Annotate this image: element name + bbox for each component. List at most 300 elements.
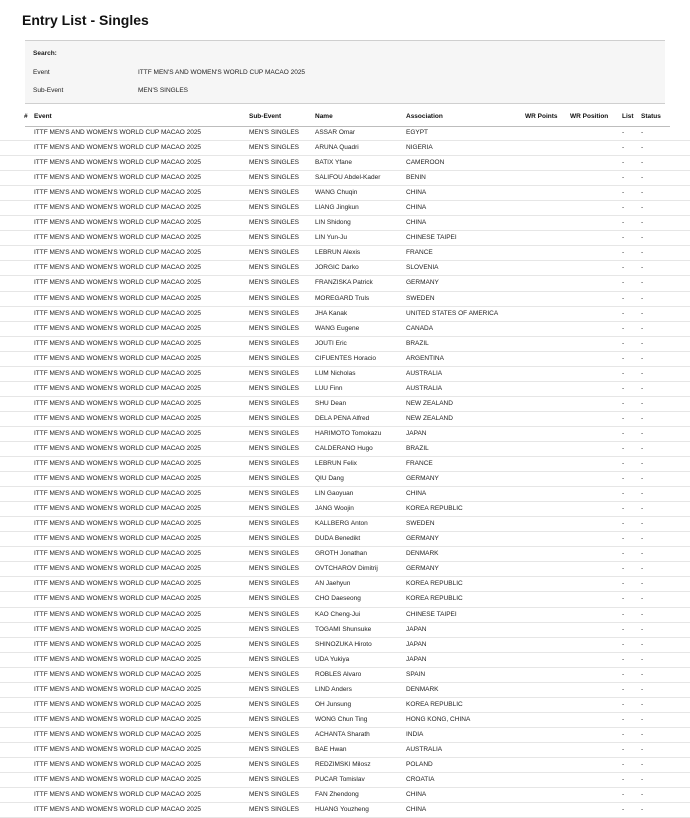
cell-association: AUSTRALIA bbox=[406, 745, 443, 753]
cell-event: ITTF MEN'S AND WOMEN'S WORLD CUP MACAO 2025 bbox=[34, 460, 202, 468]
cell-list: - bbox=[622, 625, 625, 633]
col-sub-event[interactable]: Sub-Event bbox=[249, 113, 282, 120]
table-row[interactable] bbox=[0, 292, 690, 307]
cell-sub-event: MEN'S SINGLES bbox=[249, 610, 300, 618]
table-row[interactable] bbox=[0, 337, 690, 352]
table-row[interactable] bbox=[0, 322, 690, 337]
cell-event: ITTF MEN'S AND WOMEN'S WORLD CUP MACAO 2025 bbox=[34, 204, 202, 212]
cell-status: - bbox=[641, 204, 644, 212]
cell-association: NEW ZEALAND bbox=[406, 399, 453, 407]
cell-association: FRANCE bbox=[406, 249, 433, 257]
cell-list: - bbox=[622, 339, 625, 347]
cell-sub-event: MEN'S SINGLES bbox=[249, 429, 300, 437]
table-row[interactable] bbox=[0, 683, 690, 698]
cell-association: KOREA REPUBLIC bbox=[406, 505, 463, 513]
table-row[interactable] bbox=[0, 668, 690, 683]
table-row[interactable] bbox=[0, 472, 690, 487]
cell-name: LIANG Jingkun bbox=[315, 204, 359, 212]
cell-name: FRANZISKA Patrick bbox=[315, 279, 373, 287]
cell-sub-event: MEN'S SINGLES bbox=[249, 776, 300, 784]
cell-association: INDIA bbox=[406, 730, 424, 738]
cell-sub-event: MEN'S SINGLES bbox=[249, 505, 300, 513]
cell-list: - bbox=[622, 760, 625, 768]
cell-name: WANG Eugene bbox=[315, 324, 360, 332]
cell-status: - bbox=[641, 429, 644, 437]
cell-list: - bbox=[622, 204, 625, 212]
cell-sub-event: MEN'S SINGLES bbox=[249, 339, 300, 347]
cell-list: - bbox=[622, 550, 625, 558]
cell-sub-event: MEN'S SINGLES bbox=[249, 535, 300, 543]
cell-status: - bbox=[641, 279, 644, 287]
cell-event: ITTF MEN'S AND WOMEN'S WORLD CUP MACAO 2025 bbox=[34, 595, 202, 603]
cell-name: GROTH Jonathan bbox=[315, 550, 368, 558]
cell-event: ITTF MEN'S AND WOMEN'S WORLD CUP MACAO 2025 bbox=[34, 324, 202, 332]
table-row[interactable] bbox=[0, 171, 690, 186]
cell-event: ITTF MEN'S AND WOMEN'S WORLD CUP MACAO 2025 bbox=[34, 339, 202, 347]
table-row[interactable] bbox=[0, 502, 690, 517]
cell-event: ITTF MEN'S AND WOMEN'S WORLD CUP MACAO 2025 bbox=[34, 384, 202, 392]
cell-event: ITTF MEN'S AND WOMEN'S WORLD CUP MACAO 2025 bbox=[34, 715, 202, 723]
cell-status: - bbox=[641, 354, 644, 362]
cell-association: KOREA REPUBLIC bbox=[406, 595, 463, 603]
cell-name: WANG Chuqin bbox=[315, 189, 358, 197]
cell-list: - bbox=[622, 655, 625, 663]
cell-list: - bbox=[622, 294, 625, 302]
cell-sub-event: MEN'S SINGLES bbox=[249, 189, 300, 197]
cell-event: ITTF MEN'S AND WOMEN'S WORLD CUP MACAO 2025 bbox=[34, 264, 202, 272]
cell-name: SHU Dean bbox=[315, 399, 347, 407]
cell-status: - bbox=[641, 595, 644, 603]
cell-sub-event: MEN'S SINGLES bbox=[249, 550, 300, 558]
table-row[interactable] bbox=[0, 367, 690, 382]
table-row[interactable] bbox=[0, 623, 690, 638]
cell-association: CHINA bbox=[406, 490, 427, 498]
cell-list: - bbox=[622, 640, 625, 648]
table-row[interactable] bbox=[0, 758, 690, 773]
cell-sub-event: MEN'S SINGLES bbox=[249, 580, 300, 588]
cell-status: - bbox=[641, 806, 644, 814]
cell-association: NIGERIA bbox=[406, 144, 433, 152]
cell-name: LEBRUN Felix bbox=[315, 460, 357, 468]
table-row[interactable] bbox=[0, 562, 690, 577]
cell-association: BRAZIL bbox=[406, 444, 429, 452]
cell-sub-event: MEN'S SINGLES bbox=[249, 324, 300, 332]
cell-event: ITTF MEN'S AND WOMEN'S WORLD CUP MACAO 2025 bbox=[34, 670, 202, 678]
table-row[interactable] bbox=[0, 307, 690, 322]
table-row[interactable] bbox=[0, 186, 690, 201]
cell-association: SWEDEN bbox=[406, 294, 435, 302]
cell-status: - bbox=[641, 520, 644, 528]
table-row[interactable] bbox=[0, 352, 690, 367]
table-row[interactable] bbox=[0, 653, 690, 668]
cell-name: BAE Hwan bbox=[315, 745, 347, 753]
cell-list: - bbox=[622, 414, 625, 422]
cell-association: SWEDEN bbox=[406, 520, 435, 528]
cell-status: - bbox=[641, 460, 644, 468]
cell-status: - bbox=[641, 610, 644, 618]
table-row[interactable] bbox=[0, 592, 690, 607]
cell-association: CHINA bbox=[406, 219, 427, 227]
table-row[interactable] bbox=[0, 216, 690, 231]
table-row[interactable] bbox=[0, 788, 690, 803]
cell-status: - bbox=[641, 475, 644, 483]
col-hash[interactable]: # bbox=[24, 113, 28, 120]
cell-sub-event: MEN'S SINGLES bbox=[249, 444, 300, 452]
cell-event: ITTF MEN'S AND WOMEN'S WORLD CUP MACAO 2025 bbox=[34, 580, 202, 588]
table-row[interactable] bbox=[0, 698, 690, 713]
cell-sub-event: MEN'S SINGLES bbox=[249, 309, 300, 317]
cell-list: - bbox=[622, 234, 625, 242]
cell-list: - bbox=[622, 475, 625, 483]
cell-association: CHINA bbox=[406, 189, 427, 197]
cell-name: CIFUENTES Horacio bbox=[315, 354, 377, 362]
cell-sub-event: MEN'S SINGLES bbox=[249, 279, 300, 287]
cell-association: JAPAN bbox=[406, 429, 427, 437]
cell-event: ITTF MEN'S AND WOMEN'S WORLD CUP MACAO 2025 bbox=[34, 745, 202, 753]
cell-association: FRANCE bbox=[406, 460, 433, 468]
col-wr-points[interactable]: WR Points bbox=[525, 113, 558, 120]
cell-name: UDA Yukiya bbox=[315, 655, 350, 663]
table-row[interactable] bbox=[0, 412, 690, 427]
table-row[interactable] bbox=[0, 773, 690, 788]
cell-sub-event: MEN'S SINGLES bbox=[249, 264, 300, 272]
cell-event: ITTF MEN'S AND WOMEN'S WORLD CUP MACAO 2025 bbox=[34, 520, 202, 528]
cell-event: ITTF MEN'S AND WOMEN'S WORLD CUP MACAO 2025 bbox=[34, 655, 202, 663]
cell-association: DENMARK bbox=[406, 550, 439, 558]
cell-status: - bbox=[641, 505, 644, 513]
cell-sub-event: MEN'S SINGLES bbox=[249, 414, 300, 422]
cell-list: - bbox=[622, 249, 625, 257]
cell-sub-event: MEN'S SINGLES bbox=[249, 640, 300, 648]
col-status[interactable]: Status bbox=[641, 113, 661, 120]
cell-event: ITTF MEN'S AND WOMEN'S WORLD CUP MACAO 2025 bbox=[34, 791, 202, 799]
table-row[interactable] bbox=[0, 487, 690, 502]
col-event[interactable]: Event bbox=[34, 113, 52, 120]
cell-status: - bbox=[641, 399, 644, 407]
cell-name: QIU Dang bbox=[315, 475, 344, 483]
cell-name: HARIMOTO Tomokazu bbox=[315, 429, 382, 437]
cell-event: ITTF MEN'S AND WOMEN'S WORLD CUP MACAO 2025 bbox=[34, 490, 202, 498]
cell-sub-event: MEN'S SINGLES bbox=[249, 806, 300, 814]
cell-name: KAO Cheng-Jui bbox=[315, 610, 361, 618]
cell-sub-event: MEN'S SINGLES bbox=[249, 625, 300, 633]
cell-association: BRAZIL bbox=[406, 339, 429, 347]
cell-sub-event: MEN'S SINGLES bbox=[249, 354, 300, 362]
table-row[interactable] bbox=[0, 141, 690, 156]
table-header bbox=[0, 113, 690, 125]
cell-sub-event: MEN'S SINGLES bbox=[249, 655, 300, 663]
cell-association: CHINESE TAIPEI bbox=[406, 234, 457, 242]
cell-status: - bbox=[641, 700, 644, 708]
cell-event: ITTF MEN'S AND WOMEN'S WORLD CUP MACAO 2025 bbox=[34, 640, 202, 648]
cell-list: - bbox=[622, 730, 625, 738]
cell-status: - bbox=[641, 234, 644, 242]
cell-list: - bbox=[622, 144, 625, 152]
cell-sub-event: MEN'S SINGLES bbox=[249, 174, 300, 182]
col-list[interactable]: List bbox=[622, 113, 634, 120]
cell-name: LUM Nicholas bbox=[315, 369, 356, 377]
cell-name: LIN Yun-Ju bbox=[315, 234, 348, 242]
cell-status: - bbox=[641, 670, 644, 678]
cell-status: - bbox=[641, 129, 644, 136]
cell-event: ITTF MEN'S AND WOMEN'S WORLD CUP MACAO 2025 bbox=[34, 129, 202, 136]
cell-association: GERMANY bbox=[406, 279, 439, 287]
table-row[interactable] bbox=[0, 126, 690, 141]
cell-list: - bbox=[622, 384, 625, 392]
cell-event: ITTF MEN'S AND WOMEN'S WORLD CUP MACAO 2025 bbox=[34, 189, 202, 197]
cell-list: - bbox=[622, 700, 625, 708]
cell-name: BATIX Yfane bbox=[315, 159, 352, 167]
cell-list: - bbox=[622, 595, 625, 603]
cell-association: AUSTRALIA bbox=[406, 384, 443, 392]
table-row[interactable] bbox=[0, 803, 690, 818]
cell-sub-event: MEN'S SINGLES bbox=[249, 745, 300, 753]
table-row[interactable] bbox=[0, 713, 690, 728]
cell-event: ITTF MEN'S AND WOMEN'S WORLD CUP MACAO 2025 bbox=[34, 294, 202, 302]
cell-name: WONG Chun Ting bbox=[315, 715, 368, 723]
cell-name: PUCAR Tomislav bbox=[315, 776, 365, 784]
cell-status: - bbox=[641, 490, 644, 498]
cell-list: - bbox=[622, 219, 625, 227]
cell-status: - bbox=[641, 535, 644, 543]
cell-sub-event: MEN'S SINGLES bbox=[249, 490, 300, 498]
cell-list: - bbox=[622, 354, 625, 362]
cell-name: CHO Daeseong bbox=[315, 595, 361, 603]
table-row[interactable] bbox=[0, 457, 690, 472]
cell-status: - bbox=[641, 144, 644, 152]
cell-list: - bbox=[622, 429, 625, 437]
cell-name: JHA Kanak bbox=[315, 309, 348, 317]
cell-association: NEW ZEALAND bbox=[406, 414, 453, 422]
cell-sub-event: MEN'S SINGLES bbox=[249, 129, 300, 136]
col-name[interactable]: Name bbox=[315, 113, 333, 120]
cell-name: LUU Finn bbox=[315, 384, 343, 392]
cell-status: - bbox=[641, 655, 644, 663]
table-row[interactable] bbox=[0, 517, 690, 532]
table-row[interactable] bbox=[0, 382, 690, 397]
cell-status: - bbox=[641, 444, 644, 452]
event-filter-label: Event bbox=[33, 69, 50, 76]
table-row[interactable] bbox=[0, 397, 690, 412]
table-row[interactable] bbox=[0, 442, 690, 457]
cell-association: HONG KONG, CHINA bbox=[406, 715, 471, 723]
cell-name: OVTCHAROV Dimitrij bbox=[315, 565, 378, 573]
cell-event: ITTF MEN'S AND WOMEN'S WORLD CUP MACAO 2025 bbox=[34, 550, 202, 558]
table-row[interactable] bbox=[0, 261, 690, 276]
cell-sub-event: MEN'S SINGLES bbox=[249, 565, 300, 573]
cell-event: ITTF MEN'S AND WOMEN'S WORLD CUP MACAO 2025 bbox=[34, 429, 202, 437]
cell-event: ITTF MEN'S AND WOMEN'S WORLD CUP MACAO 2025 bbox=[34, 685, 202, 693]
cell-status: - bbox=[641, 384, 644, 392]
cell-status: - bbox=[641, 715, 644, 723]
cell-association: KOREA REPUBLIC bbox=[406, 580, 463, 588]
cell-association: CANADA bbox=[406, 324, 434, 332]
cell-name: DELA PENA Alfred bbox=[315, 414, 370, 422]
cell-status: - bbox=[641, 294, 644, 302]
cell-name: SHINOZUKA Hiroto bbox=[315, 640, 372, 648]
cell-association: GERMANY bbox=[406, 475, 439, 483]
cell-list: - bbox=[622, 685, 625, 693]
cell-event: ITTF MEN'S AND WOMEN'S WORLD CUP MACAO 2025 bbox=[34, 174, 202, 182]
cell-list: - bbox=[622, 535, 625, 543]
entry-table-body bbox=[0, 126, 690, 818]
cell-status: - bbox=[641, 625, 644, 633]
table-row[interactable] bbox=[0, 231, 690, 246]
cell-name: FAN Zhendong bbox=[315, 791, 359, 799]
cell-association: CROATIA bbox=[406, 776, 435, 784]
table-row[interactable] bbox=[0, 427, 690, 442]
table-row[interactable] bbox=[0, 276, 690, 291]
cell-list: - bbox=[622, 580, 625, 588]
cell-name: REDZIMSKI Milosz bbox=[315, 760, 371, 768]
cell-status: - bbox=[641, 685, 644, 693]
cell-list: - bbox=[622, 369, 625, 377]
cell-list: - bbox=[622, 745, 625, 753]
cell-association: JAPAN bbox=[406, 640, 427, 648]
cell-event: ITTF MEN'S AND WOMEN'S WORLD CUP MACAO 2025 bbox=[34, 234, 202, 242]
cell-sub-event: MEN'S SINGLES bbox=[249, 670, 300, 678]
cell-event: ITTF MEN'S AND WOMEN'S WORLD CUP MACAO 2025 bbox=[34, 219, 202, 227]
cell-status: - bbox=[641, 414, 644, 422]
cell-event: ITTF MEN'S AND WOMEN'S WORLD CUP MACAO 2025 bbox=[34, 475, 202, 483]
cell-sub-event: MEN'S SINGLES bbox=[249, 204, 300, 212]
table-row[interactable] bbox=[0, 246, 690, 261]
cell-sub-event: MEN'S SINGLES bbox=[249, 760, 300, 768]
cell-list: - bbox=[622, 806, 625, 814]
cell-list: - bbox=[622, 565, 625, 573]
cell-sub-event: MEN'S SINGLES bbox=[249, 384, 300, 392]
cell-association: DENMARK bbox=[406, 685, 439, 693]
cell-status: - bbox=[641, 264, 644, 272]
cell-name: CALDERANO Hugo bbox=[315, 444, 373, 452]
cell-status: - bbox=[641, 791, 644, 799]
cell-event: ITTF MEN'S AND WOMEN'S WORLD CUP MACAO 2025 bbox=[34, 249, 202, 257]
cell-event: ITTF MEN'S AND WOMEN'S WORLD CUP MACAO 2025 bbox=[34, 309, 202, 317]
cell-sub-event: MEN'S SINGLES bbox=[249, 475, 300, 483]
col-association[interactable]: Association bbox=[406, 113, 443, 120]
cell-list: - bbox=[622, 791, 625, 799]
cell-association: SPAIN bbox=[406, 670, 426, 678]
cell-list: - bbox=[622, 189, 625, 197]
cell-list: - bbox=[622, 670, 625, 678]
cell-event: ITTF MEN'S AND WOMEN'S WORLD CUP MACAO 2025 bbox=[34, 806, 202, 814]
cell-list: - bbox=[622, 610, 625, 618]
cell-status: - bbox=[641, 324, 644, 332]
cell-name: JORGIC Darko bbox=[315, 264, 359, 272]
cell-event: ITTF MEN'S AND WOMEN'S WORLD CUP MACAO 2025 bbox=[34, 535, 202, 543]
cell-event: ITTF MEN'S AND WOMEN'S WORLD CUP MACAO 2025 bbox=[34, 505, 202, 513]
cell-event: ITTF MEN'S AND WOMEN'S WORLD CUP MACAO 2025 bbox=[34, 610, 202, 618]
table-row[interactable] bbox=[0, 547, 690, 562]
cell-event: ITTF MEN'S AND WOMEN'S WORLD CUP MACAO 2025 bbox=[34, 700, 202, 708]
cell-association: KOREA REPUBLIC bbox=[406, 700, 463, 708]
cell-status: - bbox=[641, 730, 644, 738]
cell-list: - bbox=[622, 159, 625, 167]
cell-sub-event: MEN'S SINGLES bbox=[249, 294, 300, 302]
cell-association: CHINESE TAIPEI bbox=[406, 610, 457, 618]
cell-name: SALIFOU Abdel-Kader bbox=[315, 174, 381, 182]
table-row[interactable] bbox=[0, 156, 690, 171]
cell-status: - bbox=[641, 249, 644, 257]
cell-name: DUDA Benedikt bbox=[315, 535, 361, 543]
cell-event: ITTF MEN'S AND WOMEN'S WORLD CUP MACAO 2025 bbox=[34, 399, 202, 407]
subevent-filter-value[interactable]: MEN'S SINGLES bbox=[138, 87, 189, 94]
cell-name: LIND Anders bbox=[315, 685, 352, 693]
cell-status: - bbox=[641, 640, 644, 648]
cell-association: BENIN bbox=[406, 174, 426, 182]
cell-sub-event: MEN'S SINGLES bbox=[249, 144, 300, 152]
cell-name: MOREGARD Truls bbox=[315, 294, 370, 302]
cell-status: - bbox=[641, 760, 644, 768]
cell-list: - bbox=[622, 520, 625, 528]
cell-list: - bbox=[622, 505, 625, 513]
cell-sub-event: MEN'S SINGLES bbox=[249, 219, 300, 227]
cell-list: - bbox=[622, 324, 625, 332]
cell-name: TOGAMI Shunsuke bbox=[315, 625, 372, 633]
cell-name: ARUNA Quadri bbox=[315, 144, 359, 152]
cell-association: GERMANY bbox=[406, 535, 439, 543]
cell-status: - bbox=[641, 339, 644, 347]
subevent-filter-label: Sub-Event bbox=[33, 87, 64, 94]
table-row[interactable] bbox=[0, 577, 690, 592]
table-row[interactable] bbox=[0, 201, 690, 216]
table-row[interactable] bbox=[0, 608, 690, 623]
cell-name: JANG Woojin bbox=[315, 505, 354, 513]
cell-status: - bbox=[641, 189, 644, 197]
event-filter-value[interactable]: ITTF MEN'S AND WOMEN'S WORLD CUP MACAO 2025 bbox=[138, 69, 306, 76]
page-title: Entry List - Singles bbox=[22, 12, 149, 28]
cell-sub-event: MEN'S SINGLES bbox=[249, 399, 300, 407]
cell-list: - bbox=[622, 279, 625, 287]
cell-sub-event: MEN'S SINGLES bbox=[249, 369, 300, 377]
cell-association: CHINA bbox=[406, 791, 427, 799]
cell-status: - bbox=[641, 745, 644, 753]
cell-list: - bbox=[622, 174, 625, 182]
cell-event: ITTF MEN'S AND WOMEN'S WORLD CUP MACAO 2025 bbox=[34, 760, 202, 768]
cell-association: SLOVENIA bbox=[406, 264, 439, 272]
cell-status: - bbox=[641, 550, 644, 558]
cell-status: - bbox=[641, 309, 644, 317]
table-row[interactable] bbox=[0, 743, 690, 758]
cell-name: LEBRUN Alexis bbox=[315, 249, 361, 257]
cell-event: ITTF MEN'S AND WOMEN'S WORLD CUP MACAO 2025 bbox=[34, 354, 202, 362]
cell-sub-event: MEN'S SINGLES bbox=[249, 700, 300, 708]
cell-list: - bbox=[622, 776, 625, 784]
cell-association: GERMANY bbox=[406, 565, 439, 573]
search-heading: Search: bbox=[33, 50, 57, 57]
cell-name: KALLBERG Anton bbox=[315, 520, 368, 528]
col-wr-position[interactable]: WR Position bbox=[570, 113, 609, 120]
cell-association: JAPAN bbox=[406, 655, 427, 663]
cell-name: LIN Shidong bbox=[315, 219, 351, 227]
table-row[interactable] bbox=[0, 638, 690, 653]
cell-list: - bbox=[622, 309, 625, 317]
cell-status: - bbox=[641, 174, 644, 182]
cell-list: - bbox=[622, 399, 625, 407]
cell-name: ASSAR Omar bbox=[315, 129, 356, 136]
cell-association: POLAND bbox=[406, 760, 433, 768]
table-row[interactable] bbox=[0, 728, 690, 743]
cell-list: - bbox=[622, 460, 625, 468]
cell-event: ITTF MEN'S AND WOMEN'S WORLD CUP MACAO 2025 bbox=[34, 625, 202, 633]
table-row[interactable] bbox=[0, 532, 690, 547]
cell-sub-event: MEN'S SINGLES bbox=[249, 685, 300, 693]
cell-name: AN Jaehyun bbox=[315, 580, 351, 588]
cell-event: ITTF MEN'S AND WOMEN'S WORLD CUP MACAO 2025 bbox=[34, 144, 202, 152]
cell-association: EGYPT bbox=[406, 129, 429, 136]
cell-association: CAMEROON bbox=[406, 159, 445, 167]
cell-list: - bbox=[622, 715, 625, 723]
